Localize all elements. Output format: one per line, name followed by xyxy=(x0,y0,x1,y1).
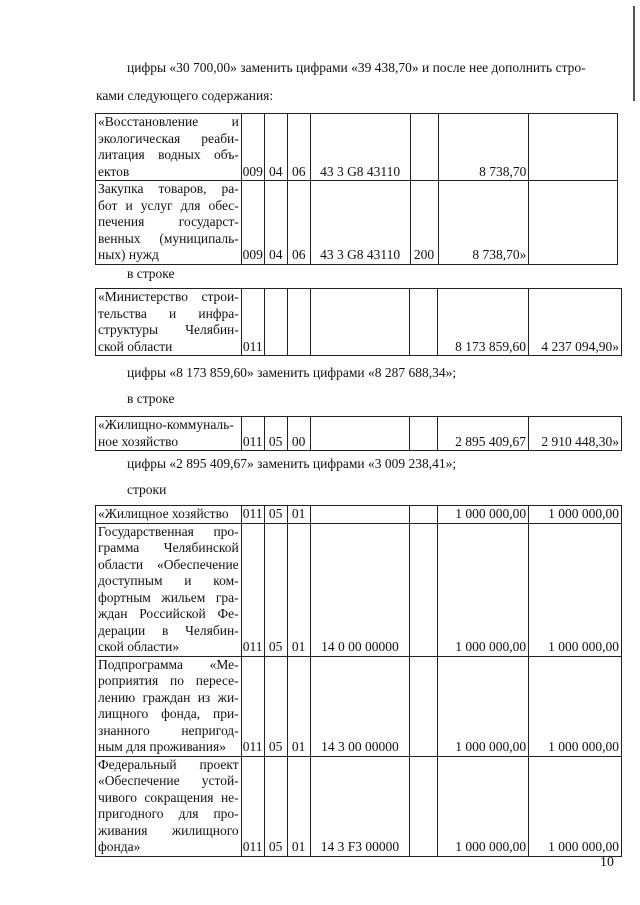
section-code: 04 xyxy=(264,181,287,265)
section-code: 05 xyxy=(264,656,287,756)
row-name-line: «Жилищно-коммуналь- xyxy=(98,417,234,432)
amount-1: 1 000 000,00 xyxy=(438,523,529,656)
amount-1: 8 173 859,60 xyxy=(438,289,529,356)
row-name-line: области «Обеспечение xyxy=(98,556,239,572)
glava-code: 009 xyxy=(241,181,264,265)
table-row xyxy=(96,114,618,181)
subsection-code: 01 xyxy=(287,656,310,756)
section-code xyxy=(264,289,287,356)
section-code: 05 xyxy=(264,506,287,524)
row-name xyxy=(96,506,242,524)
amount-1: 8 738,70 xyxy=(438,114,529,181)
glava-code: 011 xyxy=(241,656,264,756)
amount-2: 1 000 000,00 xyxy=(529,756,622,856)
row-name-line: Государственная про- xyxy=(98,523,239,539)
row-name-line: венных (муниципаль- xyxy=(98,230,239,246)
amount-1: 1 000 000,00 xyxy=(438,506,529,524)
glava-code: 009 xyxy=(241,114,264,181)
table-row xyxy=(96,523,622,656)
target-article-code xyxy=(310,289,410,356)
row-name-line: грамма Челябинской xyxy=(98,540,239,555)
amount-2 xyxy=(529,114,618,181)
amount-1: 1 000 000,00 xyxy=(438,756,529,856)
row-name-line: структуры Челябин- xyxy=(98,322,239,337)
expense-type-code xyxy=(410,114,438,181)
row-name-line: живания жилищного xyxy=(98,822,239,838)
section-code: 05 xyxy=(264,523,287,656)
amount-1: 8 738,70» xyxy=(438,181,529,265)
row-name-line: роприятия по пересе- xyxy=(98,673,239,688)
glava-code: 011 xyxy=(242,506,263,521)
page-edge-line xyxy=(633,6,635,101)
amount-2: 1 000 000,00 xyxy=(529,523,622,656)
amount-2 xyxy=(529,181,618,265)
row-name-line: «Министерство строи- xyxy=(98,289,239,304)
row-name-line: ное хозяйство xyxy=(98,433,179,449)
amount-2: 1 000 000,00 xyxy=(529,506,622,524)
row-name-line: Подпрограмма «Ме- xyxy=(98,656,239,672)
row-name-line: фортным жильем гра- xyxy=(98,589,239,605)
row-name-line: ным для проживания» xyxy=(98,739,226,754)
table-row xyxy=(96,417,622,451)
table-row xyxy=(96,656,622,756)
section-code: 04 xyxy=(264,114,287,181)
expense-type-code xyxy=(410,523,438,656)
row-name-line: «Жилищное хозяйство xyxy=(98,506,229,521)
instruction-in-row-1: в строке xyxy=(127,266,175,281)
subsection-code: 01 xyxy=(287,506,310,524)
row-name xyxy=(96,523,242,656)
row-name-line: печения государст- xyxy=(98,214,239,229)
target-article-code xyxy=(310,506,410,524)
expense-type-code xyxy=(410,289,438,356)
table-row xyxy=(96,181,618,265)
row-name-line: лению граждан из жи- xyxy=(98,689,239,705)
row-name xyxy=(96,114,242,181)
row-name xyxy=(96,756,242,856)
subsection-code xyxy=(287,289,310,356)
amount-2: 1 000 000,00 xyxy=(529,656,622,756)
subsection-code: 06 xyxy=(287,181,310,265)
subsection-code: 00 xyxy=(287,417,310,451)
row-name-line: лищного фонда, при- xyxy=(98,706,239,721)
row-name-line: экологическая реаби- xyxy=(98,130,239,146)
target-article-code: 14 3 F3 00000 xyxy=(310,756,410,856)
row-name-line: «Обеспечение устой- xyxy=(98,773,239,788)
subsection-code: 01 xyxy=(287,756,310,856)
section-code: 05 xyxy=(264,756,287,856)
glava-code: 011 xyxy=(241,523,264,656)
amount-1: 2 895 409,67 xyxy=(438,417,529,451)
table-row xyxy=(96,289,622,356)
target-article-code: 43 3 G8 43110 xyxy=(310,114,410,181)
table-housing-programs xyxy=(95,505,622,857)
row-name-line: ской области» xyxy=(98,639,180,654)
expense-type-code xyxy=(410,756,438,856)
row-name xyxy=(96,181,242,265)
row-name-line: дерации в Челябин- xyxy=(98,622,239,638)
subsection-code: 01 xyxy=(287,523,310,656)
subsection-code: 06 xyxy=(287,114,310,181)
row-name-line: бот и услуг для обес- xyxy=(98,197,239,213)
table-row xyxy=(96,756,622,856)
row-name-line: ждан Российской Фе- xyxy=(98,606,239,621)
intro-line-1: цифры «30 700,00» заменить цифрами «39 438,70» и после нее дополнить стро- xyxy=(127,60,586,75)
target-article-code: 14 0 00 00000 xyxy=(310,523,410,656)
row-name-line: пригодного для про- xyxy=(98,806,239,821)
instruction-replace-2: цифры «2 895 409,67» заменить цифрами «3 009 238,41»; xyxy=(127,456,457,471)
target-article-code: 14 3 00 00000 xyxy=(310,656,410,756)
row-name-line: ской области xyxy=(98,338,173,354)
row-name-line: Федеральный проект xyxy=(98,756,239,772)
row-name-line: ных) нужд xyxy=(98,247,159,262)
row-name-line: чивого сокращения не- xyxy=(98,789,239,805)
glava-code: 011 xyxy=(241,417,264,451)
row-name-line: «Восстановление и xyxy=(98,114,239,129)
row-name-line: литация водных объ- xyxy=(98,147,239,162)
page-number: 10 xyxy=(600,855,614,870)
table-row xyxy=(96,506,622,524)
glava-code: 011 xyxy=(241,756,264,856)
table-housing-row xyxy=(95,416,622,451)
row-name-line: тельства и инфра- xyxy=(98,305,239,321)
expense-type-code: 200 xyxy=(410,181,438,265)
table-insert-rows xyxy=(95,113,618,265)
instruction-rows: строки xyxy=(127,482,167,497)
section-code: 05 xyxy=(264,417,287,451)
instruction-in-row-2: в строке xyxy=(127,391,175,406)
row-name-line: доступным и ком- xyxy=(98,573,239,588)
row-name-line: ектов xyxy=(98,163,130,179)
instruction-replace-1: цифры «8 173 859,60» заменить цифрами «8 287 688,34»; xyxy=(127,365,457,380)
expense-type-code xyxy=(410,656,438,756)
intro-line-2: ками следующего содержания: xyxy=(96,88,274,103)
row-name xyxy=(96,656,242,756)
amount-1: 1 000 000,00 xyxy=(438,656,529,756)
expense-type-code xyxy=(410,506,438,524)
row-name-line: знанного непригод- xyxy=(98,722,239,738)
row-name xyxy=(96,289,242,356)
row-name-line: фонда» xyxy=(98,839,141,854)
row-name-line: Закупка товаров, ра- xyxy=(98,181,239,196)
amount-2: 4 237 094,90» xyxy=(529,289,622,356)
table-ministry-row xyxy=(95,288,622,356)
expense-type-code xyxy=(410,417,438,451)
target-article-code: 43 3 G8 43110 xyxy=(310,181,410,265)
glava-code: 011 xyxy=(241,289,264,356)
target-article-code xyxy=(310,417,410,451)
row-name xyxy=(96,417,242,451)
amount-2: 2 910 448,30» xyxy=(528,417,621,451)
